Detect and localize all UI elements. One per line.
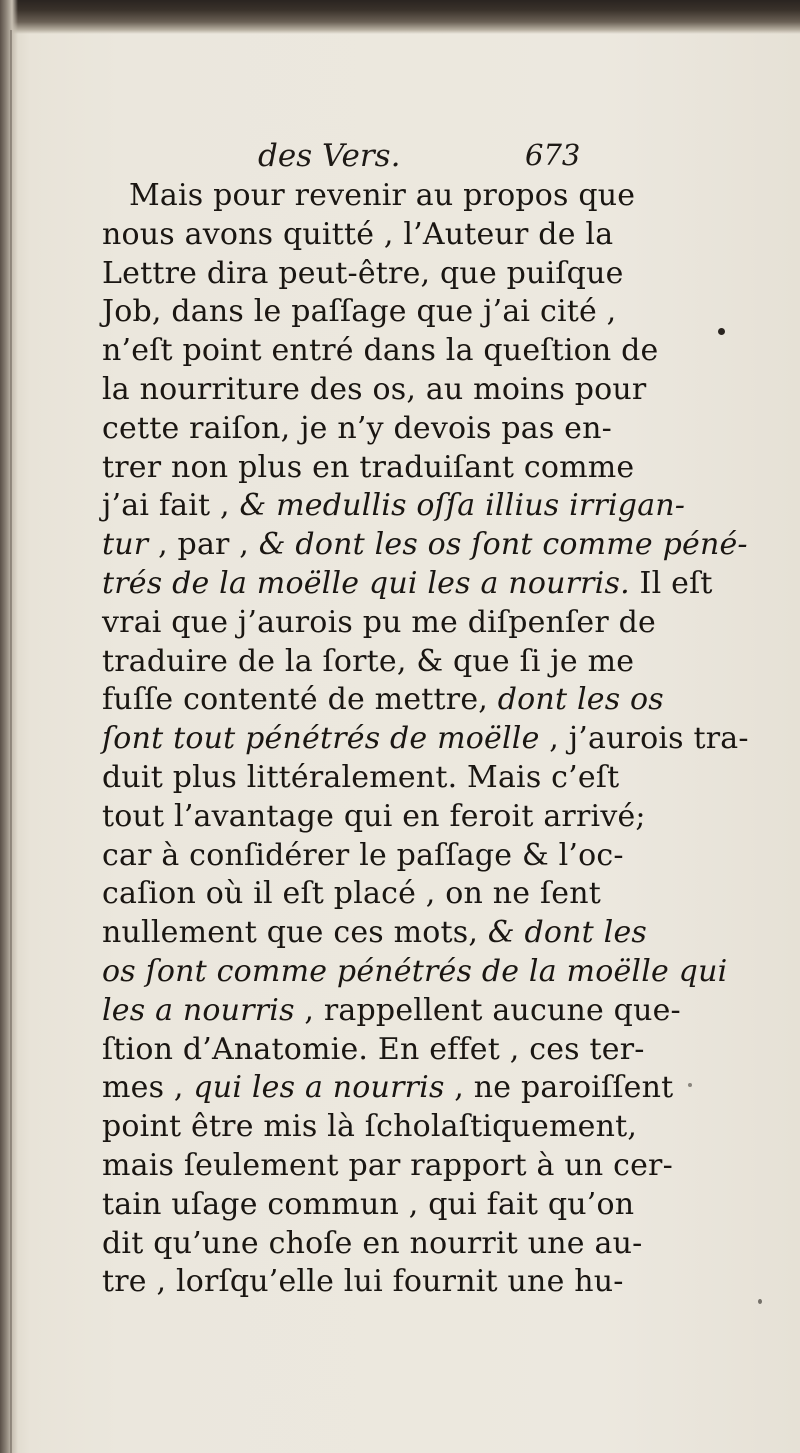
- text-span: Il eſt: [629, 566, 713, 601]
- text-span: , ne paroiſſent: [444, 1070, 674, 1106]
- text-span: trer non plus en traduiſant comme: [102, 449, 635, 485]
- paper-speck: [718, 328, 725, 335]
- text-span: traduire de la ſorte, & que ſi je me: [102, 643, 635, 679]
- text-line: [102, 255, 624, 293]
- text-line: [102, 1147, 673, 1185]
- text-line: [102, 371, 646, 409]
- italic-text-span: os ſont comme pénétrés de la moëlle qui: [102, 954, 728, 989]
- page-top-edge: [0, 0, 800, 34]
- text-line: [102, 1263, 624, 1301]
- text-span: nullement que ces mots,: [102, 915, 488, 951]
- text-line: [102, 604, 656, 642]
- italic-text-span: & dont les os ſont comme péné-: [258, 527, 748, 563]
- text-span: , j’aurois tra-: [539, 721, 749, 757]
- text-line: [102, 1225, 642, 1263]
- text-span: mais ſeulement par rapport à un cer-: [102, 1148, 673, 1183]
- text-line: [102, 837, 624, 875]
- text-span: caſion où il eſt placé , on ne ſent: [102, 876, 602, 912]
- text-span: fuſſe contenté de mettre,: [102, 682, 498, 718]
- text-line: [129, 177, 635, 215]
- page-margin-rule: [10, 30, 12, 1453]
- italic-text-span: & dont les: [487, 915, 648, 951]
- text-span: , par ,: [148, 527, 259, 563]
- italic-text-span: & medullis oſſa illius irrigan-: [239, 488, 686, 524]
- text-line: [102, 759, 619, 797]
- italic-text-span: qui les a nourris: [193, 1070, 445, 1106]
- text-span: , rappellent aucune que-: [294, 992, 681, 1028]
- page-header: [0, 138, 800, 178]
- text-span: tout l’avantage qui en feroit arrivé;: [102, 798, 646, 834]
- text-span: tre , lorſqu’elle lui fournit une hu-: [102, 1264, 624, 1300]
- text-line: [102, 875, 601, 913]
- text-span: nous avons quitté , l’Auteur de la: [102, 216, 614, 252]
- text-line: [102, 332, 659, 370]
- text-span: duit plus littéralement. Mais c’eſt: [102, 760, 620, 795]
- text-span: Job, dans le paſſage que j’ai cité ,: [102, 294, 617, 330]
- paper-speck: [688, 1083, 692, 1087]
- text-line: [102, 1031, 645, 1069]
- text-span: point être mis là ſcholaſtiquement,: [102, 1109, 638, 1145]
- text-line: [102, 992, 681, 1030]
- text-span: Mais pour revenir au propos que: [129, 178, 636, 213]
- italic-text-span: ſont tout pénétrés de moëlle: [102, 721, 540, 757]
- text-line: [102, 798, 646, 836]
- text-line: [102, 565, 713, 603]
- text-line: [102, 720, 749, 758]
- text-span: cette raiſon, je n’y devois pas en-: [102, 410, 612, 446]
- text-span: dit qu’une choſe en nourrit une au-: [102, 1225, 643, 1261]
- text-line: [102, 953, 727, 991]
- paper-speck: [758, 1299, 762, 1304]
- text-line: [102, 1108, 637, 1146]
- text-span: Lettre dira peut-être, que puiſque: [102, 255, 624, 291]
- running-title: des Vers.: [258, 138, 401, 174]
- text-line: [102, 643, 634, 681]
- text-span: j’ai fait ,: [102, 488, 240, 524]
- text-span: la nourriture des os, au moins pour: [102, 372, 647, 407]
- page-number: 673: [525, 138, 581, 172]
- page-binding-edge: [0, 0, 18, 1453]
- text-line: [102, 216, 613, 254]
- text-line: [102, 526, 748, 564]
- italic-text-span: trés de la moëlle qui les a nourris.: [102, 566, 630, 601]
- text-span: mes ,: [102, 1070, 194, 1106]
- text-line: [102, 449, 634, 487]
- text-span: n’eſt point entré dans la queſtion de: [102, 333, 659, 369]
- text-line: [102, 1186, 634, 1224]
- text-line: [102, 681, 664, 719]
- text-line: [102, 487, 685, 525]
- text-span: vrai que j’aurois pu me diſpenſer de: [102, 604, 656, 640]
- text-span: car à conſidérer le paſſage & l’oc-: [102, 837, 624, 873]
- text-line: [102, 293, 616, 331]
- text-span: tain uſage commun , qui fait qu’on: [102, 1186, 635, 1222]
- text-line: [102, 410, 612, 448]
- text-span: ſtion d’Anatomie. En effet , ces ter-: [102, 1031, 645, 1067]
- text-line: [102, 914, 647, 952]
- text-line: [102, 1069, 673, 1107]
- italic-text-span: les a nourris: [102, 992, 295, 1028]
- italic-text-span: dont les os: [497, 682, 664, 718]
- italic-text-span: tur: [102, 527, 149, 563]
